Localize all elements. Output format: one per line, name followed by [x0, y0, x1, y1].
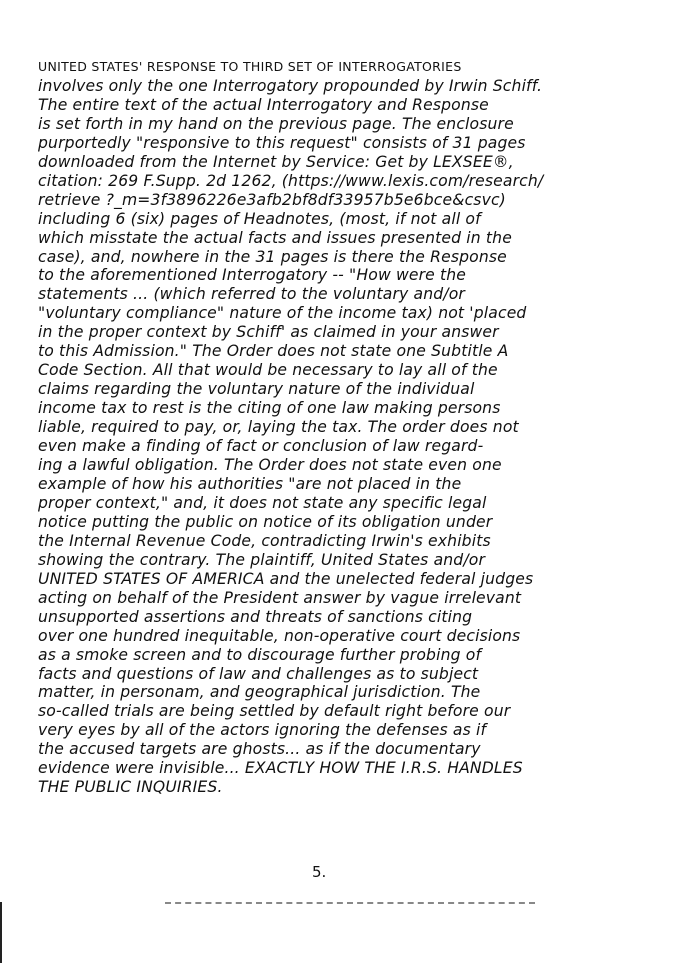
text-line-heading: UNITED STATES' RESPONSE TO THIRD SET OF INTERROGATORIES	[38, 59, 462, 74]
text-line: UNITED STATES OF AMERICA and the unelected federal judges	[38, 569, 534, 588]
text-line: citation: 269 F.Supp. 2d 1262, (https://www.lexis.com/research/	[38, 171, 544, 190]
text-line: statements ... (which referred to the voluntary and/or	[38, 285, 465, 304]
text-line: proper context," and, it does not state any specific legal	[38, 493, 487, 512]
text-line: case), and, nowhere in the 31 pages is there the Response	[38, 247, 507, 266]
text-line: to the aforementioned Interrogatory -- "How were the	[38, 266, 467, 285]
footer-divider	[165, 902, 535, 904]
text-line: is set forth in my hand on the previous page. The enclosure	[38, 114, 514, 133]
text-line: income tax to rest is the citing of one law making persons	[38, 399, 501, 418]
text-line: so-called trials are being settled by default right before our	[38, 702, 511, 721]
text-line: notice putting the public on notice of its obligation under	[38, 512, 493, 531]
body-text	[38, 58, 678, 797]
text-line: to this Admission." The Order does not state one Subtitle A	[38, 342, 509, 361]
text-line: even make a finding of fact or conclusion of law regard-	[38, 437, 484, 456]
text-line: claims regarding the voluntary nature of the individual	[38, 380, 475, 399]
text-line: unsupported assertions and threats of sanctions citing	[38, 607, 473, 626]
text-line: which misstate the actual facts and issues presented in the	[38, 228, 512, 247]
text-line: THE PUBLIC INQUIRIES.	[38, 778, 223, 797]
text-line: The entire text of the actual Interrogatory and Response	[38, 95, 489, 114]
text-line: "voluntary compliance" nature of the income tax) not 'placed	[38, 304, 527, 323]
text-line: matter, in personam, and geographical jurisdiction. The	[38, 683, 481, 702]
text-line: Code Section. All that would be necessary to lay all of the	[38, 361, 498, 380]
text-line: very eyes by all of the actors ignoring the defenses as if	[38, 721, 487, 740]
text-line: the Internal Revenue Code, contradicting Irwin's exhibits	[38, 531, 491, 550]
text-line: evidence were invisible... EXACTLY HOW THE I.R.S. HANDLES	[38, 759, 523, 778]
text-line: over one hundred inequitable, non-operative court decisions	[38, 626, 521, 645]
text-line: facts and questions of law and challenges as to subject	[38, 664, 479, 683]
text-line: in the proper context by Schiff' as claimed in your answer	[38, 323, 499, 342]
text-line: retrieve ?_m=3f3896226e3afb2bf8df33957b5e6bce&csvc)	[38, 190, 506, 209]
page-number: 5.	[312, 863, 327, 881]
text-line: ing a lawful obligation. The Order does not state even one	[38, 456, 502, 475]
text-line: as a smoke screen and to discourage further probing of	[38, 645, 482, 664]
text-line: purportedly "responsive to this request" consists of 31 pages	[38, 133, 526, 152]
text-line: acting on behalf of the President answer by vague irrelevant	[38, 588, 522, 607]
text-line: the accused targets are ghosts... as if the documentary	[38, 740, 481, 759]
text-line: involves only the one Interrogatory propounded by Irwin Schiff.	[38, 76, 543, 95]
text-line: liable, required to pay, or, laying the tax. The order does not	[38, 418, 519, 437]
text-line: including 6 (six) pages of Headnotes, (most, if not all of	[38, 209, 481, 228]
text-line: downloaded from the Internet by Service: Get by LEXSEE®,	[38, 152, 514, 171]
left-edge-mark	[0, 902, 2, 963]
text-line: showing the contrary. The plaintiff, United States and/or	[38, 550, 486, 569]
text-line: example of how his authorities "are not placed in the	[38, 474, 462, 493]
